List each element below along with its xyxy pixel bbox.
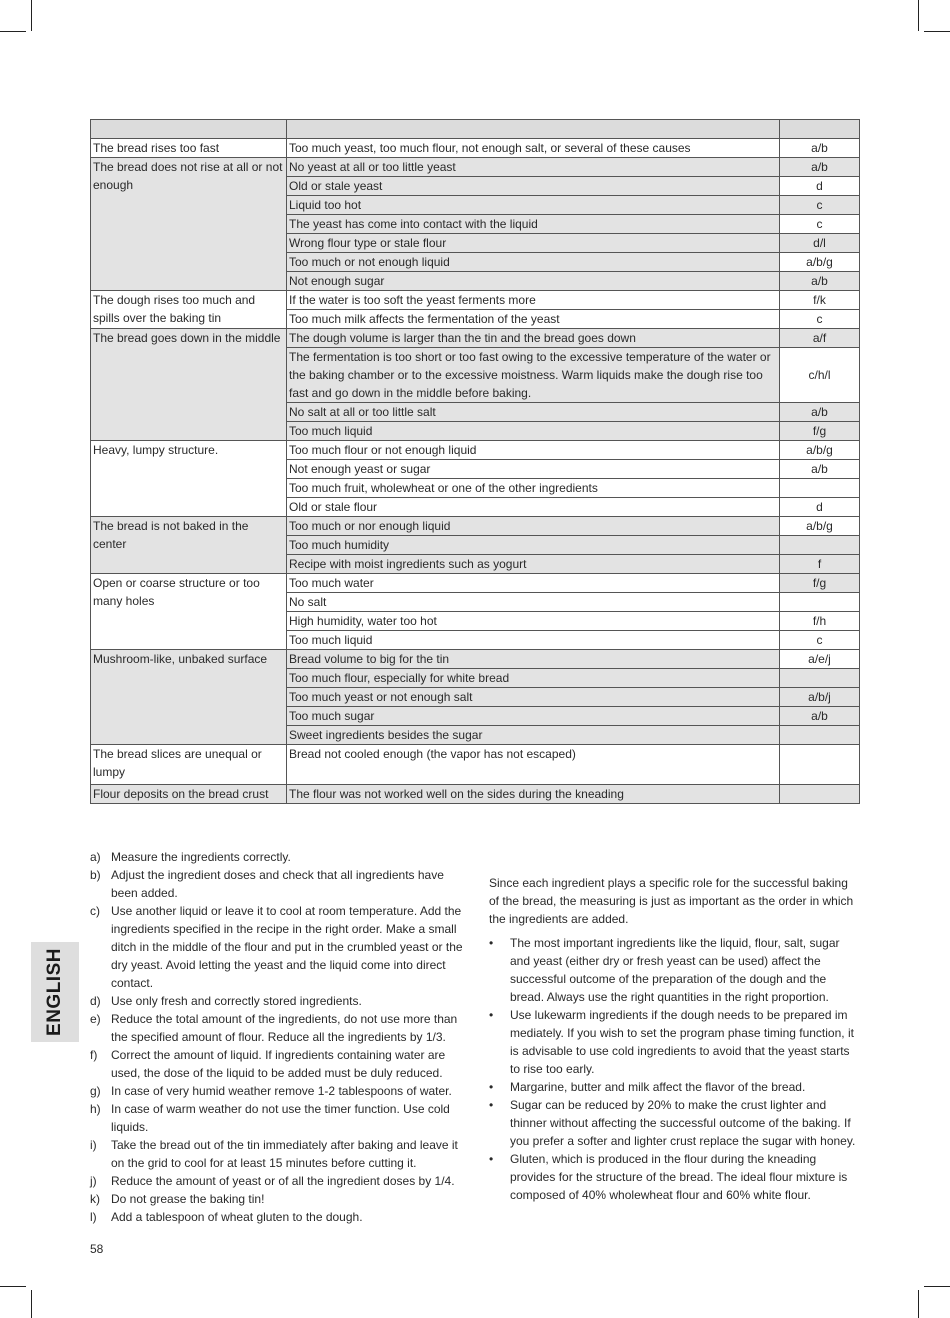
- remedy-cell: [780, 593, 860, 612]
- item-letter: g): [90, 1084, 101, 1098]
- item-letter: c): [90, 904, 100, 918]
- item-letter: a): [90, 850, 101, 864]
- remedy-cell: [780, 536, 860, 555]
- cause-cell: Not enough yeast or sugar: [287, 460, 780, 479]
- table-row: [91, 291, 860, 310]
- troubleshooting-table: [90, 119, 860, 804]
- list-item: [90, 1082, 465, 1100]
- problem-cell: Flour deposits on the bread crust: [91, 785, 287, 804]
- crop-mark: [918, 1290, 919, 1318]
- item-text: Sugar can be reduced by 20% to make the crust lighter and thinner without affecting the successful outcome of the baking. If you prefer a softer and lighter crust replace the sugar with honey.: [510, 1098, 856, 1148]
- ingredients-intro: Since each ingredient plays a specific role for the successful baking of the bread, the measuring is just as important as the order in which the ingredients are added.: [489, 876, 854, 926]
- remedy-cell: c/h/l: [780, 348, 860, 403]
- remedy-cell: a/b/g: [780, 517, 860, 536]
- list-item: [90, 1136, 465, 1172]
- remedy-cell: d: [780, 498, 860, 517]
- item-text: Gluten, which is produced in the flour during the kneading provides for the structure of the bread. The ideal flour mixture is composed of 40% wholewheat flour and 60% white flour.: [510, 1152, 848, 1202]
- item-text: Margarine, butter and milk affect the flavor of the bread.: [510, 1080, 806, 1094]
- bullet-icon: •: [489, 1008, 494, 1022]
- list-item: [90, 1046, 465, 1082]
- cause-cell: High humidity, water too hot: [287, 612, 780, 631]
- bullet-icon: •: [489, 1152, 494, 1166]
- cause-cell: Wrong flour type or stale flour: [287, 234, 780, 253]
- remedy-cell: c: [780, 631, 860, 650]
- item-text: Measure the ingredients correctly.: [111, 850, 291, 864]
- cause-cell: The yeast has come into contact with the liquid: [287, 215, 780, 234]
- problem-cell: Heavy, lumpy structure.: [91, 441, 287, 517]
- cause-cell: Too much yeast or not enough salt: [287, 688, 780, 707]
- cause-cell: Too much milk affects the fermentation of the yeast: [287, 310, 780, 329]
- remedy-cell: a/f: [780, 329, 860, 348]
- item-text: The most important ingredients like the liquid, flour, salt, sugar and yeast (either dry or fresh yeast can be used) affect the successful outcome of the preparation of the dough and the bread. Always use the right quantities in the right proportion.: [510, 936, 840, 1004]
- list-item: [90, 902, 465, 992]
- table-header-row: [91, 120, 860, 139]
- remedy-cell: f: [780, 555, 860, 574]
- table-row: [91, 158, 860, 177]
- bullet-icon: •: [489, 1080, 494, 1094]
- problem-cell: The bread rises too fast: [91, 139, 287, 158]
- problem-cell: The bread is not baked in the center: [91, 517, 287, 574]
- remedy-cell: f/g: [780, 574, 860, 593]
- cause-cell: Bread not cooled enough (the vapor has not escaped): [287, 745, 780, 785]
- remedy-cell: f/g: [780, 422, 860, 441]
- item-letter: b): [90, 868, 101, 882]
- cause-cell: The fermentation is too short or too fast owing to the excessive temperature of the water or the baking chamber or to the excessive moistness. Warm liquids make the dough rise too fast and go down in the middle before baking.: [287, 348, 780, 403]
- remedy-cell: d/l: [780, 234, 860, 253]
- language-label: ENGLISH: [44, 948, 65, 1036]
- item-letter: j): [90, 1174, 97, 1188]
- item-letter: e): [90, 1012, 101, 1026]
- list-item: [90, 992, 465, 1010]
- crop-mark: [918, 0, 919, 31]
- item-text: Reduce the total amount of the ingredients, do not use more than the specified amount of flour. Reduce all the ingredients by 1/3.: [111, 1012, 458, 1044]
- crop-mark: [31, 1290, 32, 1318]
- cause-cell: No salt: [287, 593, 780, 612]
- item-letter: l): [90, 1210, 97, 1224]
- cause-cell: Sweet ingredients besides the sugar: [287, 726, 780, 745]
- item-text: Do not grease the baking tin!: [111, 1192, 265, 1206]
- list-item: [489, 934, 861, 1006]
- table-row: [91, 574, 860, 593]
- cause-cell: Too much or nor enough liquid: [287, 517, 780, 536]
- remedy-cell: a/b/g: [780, 253, 860, 272]
- cause-cell: Too much or not enough liquid: [287, 253, 780, 272]
- list-item: [90, 1208, 465, 1226]
- item-letter: k): [90, 1192, 100, 1206]
- cause-cell: Too much fruit, wholewheat or one of the other ingredients: [287, 479, 780, 498]
- cause-cell: Liquid too hot: [287, 196, 780, 215]
- header-cell: [287, 120, 780, 139]
- problem-cell: The dough rises too much and spills over the baking tin: [91, 291, 287, 329]
- cause-cell: The flour was not worked well on the sides during the kneading: [287, 785, 780, 804]
- cause-cell: Too much yeast, too much flour, not enough salt, or several of these causes: [287, 139, 780, 158]
- remedy-cell: a/b/g: [780, 441, 860, 460]
- item-text: In case of warm weather do not use the timer function. Use cold liquids.: [111, 1102, 450, 1134]
- remedy-cell: a/b: [780, 403, 860, 422]
- problem-cell: The bread goes down in the middle: [91, 329, 287, 441]
- remedy-cell: a/b: [780, 460, 860, 479]
- cause-cell: Too much sugar: [287, 707, 780, 726]
- table-row: [91, 650, 860, 669]
- list-item: [90, 1190, 465, 1208]
- remedy-cell: f/h: [780, 612, 860, 631]
- remedy-cell: c: [780, 310, 860, 329]
- table-row: [91, 745, 860, 785]
- cause-cell: Too much water: [287, 574, 780, 593]
- remedy-cell: [780, 669, 860, 688]
- list-item: [489, 1150, 861, 1204]
- problem-cell: The bread slices are unequal or lumpy: [91, 745, 287, 785]
- remedy-list: [90, 848, 465, 1226]
- item-text: Adjust the ingredient doses and check that all ingredients have been added.: [111, 868, 444, 900]
- list-item: [489, 1078, 861, 1096]
- crop-mark: [924, 1286, 950, 1287]
- remedy-cell: [780, 745, 860, 785]
- bullet-icon: •: [489, 1098, 494, 1112]
- remedy-cell: f/k: [780, 291, 860, 310]
- remedy-cell: a/e/j: [780, 650, 860, 669]
- page-number: 58: [90, 1242, 104, 1256]
- item-text: Correct the amount of liquid. If ingredients containing water are used, the dose of the liquid to be added must be duly reduced.: [111, 1048, 446, 1080]
- item-text: Add a tablespoon of wheat gluten to the dough.: [111, 1210, 363, 1224]
- list-item: [90, 848, 465, 866]
- header-cell: [91, 120, 287, 139]
- remedy-cell: d: [780, 177, 860, 196]
- header-cell: [780, 120, 860, 139]
- item-letter: d): [90, 994, 101, 1008]
- remedy-cell: c: [780, 215, 860, 234]
- list-item: [90, 1100, 465, 1136]
- item-text: Take the bread out of the tin immediately after baking and leave it on the grid to cool for at least 15 minutes before cutting it.: [111, 1138, 458, 1170]
- list-item: [90, 866, 465, 902]
- item-letter: i): [90, 1138, 97, 1152]
- item-letter: h): [90, 1102, 101, 1116]
- remedy-cell: [780, 785, 860, 804]
- list-item: [489, 1096, 861, 1150]
- cause-cell: Bread volume to big for the tin: [287, 650, 780, 669]
- remedy-cell: a/b: [780, 707, 860, 726]
- item-text: Use lukewarm ingredients if the dough needs to be prepared im mediately. If you wish to set the program phase timing function, it is advisable to use cold ingredients to avoid that the yeast starts to rise too early.: [510, 1008, 854, 1076]
- crop-mark: [0, 31, 26, 32]
- cause-cell: Too much liquid: [287, 422, 780, 441]
- problem-cell: Mushroom-like, unbaked surface: [91, 650, 287, 745]
- item-text: Use another liquid or leave it to cool at room temperature. Add the ingredients specified in the recipe in the right order. Make a small ditch in the middle of the flour and put in the crumbled yeast or the dry yeast. Avoid letting the yeast and the liquid come into direct contact.: [111, 904, 463, 990]
- cause-cell: Too much flour, especially for white bread: [287, 669, 780, 688]
- table-row: [91, 441, 860, 460]
- cause-cell: Recipe with moist ingredients such as yogurt: [287, 555, 780, 574]
- cause-cell: Old or stale flour: [287, 498, 780, 517]
- list-item: [90, 1010, 465, 1046]
- remedy-cell: a/b: [780, 158, 860, 177]
- language-tab: [31, 942, 79, 1042]
- table-row: [91, 517, 860, 536]
- remedy-cell: a/b/j: [780, 688, 860, 707]
- cause-cell: Too much liquid: [287, 631, 780, 650]
- remedy-cell: a/b: [780, 272, 860, 291]
- crop-mark: [924, 31, 950, 32]
- item-text: In case of very humid weather remove 1-2 tablespoons of water.: [111, 1084, 452, 1098]
- table-row: [91, 139, 860, 158]
- cause-cell: If the water is too soft the yeast ferments more: [287, 291, 780, 310]
- remedy-cell: [780, 479, 860, 498]
- table-row: [91, 329, 860, 348]
- crop-mark: [0, 1286, 26, 1287]
- bullet-icon: •: [489, 936, 494, 950]
- problem-cell: The bread does not rise at all or not enough: [91, 158, 287, 291]
- cause-cell: Not enough sugar: [287, 272, 780, 291]
- item-text: Use only fresh and correctly stored ingredients.: [111, 994, 362, 1008]
- item-letter: f): [90, 1048, 98, 1062]
- tips-list: [489, 934, 861, 1204]
- cause-cell: No yeast at all or too little yeast: [287, 158, 780, 177]
- cause-cell: The dough volume is larger than the tin and the bread goes down: [287, 329, 780, 348]
- item-text: Reduce the amount of yeast or of all the ingredient doses by 1/4.: [111, 1174, 455, 1188]
- remedy-cell: c: [780, 196, 860, 215]
- cause-cell: Too much humidity: [287, 536, 780, 555]
- cause-cell: No salt at all or too little salt: [287, 403, 780, 422]
- list-item: [90, 1172, 465, 1190]
- cause-cell: Old or stale yeast: [287, 177, 780, 196]
- remedy-cell: [780, 726, 860, 745]
- problem-cell: Open or coarse structure or too many holes: [91, 574, 287, 650]
- remedy-cell: a/b: [780, 139, 860, 158]
- table-row: [91, 785, 860, 804]
- cause-cell: Too much flour or not enough liquid: [287, 441, 780, 460]
- crop-mark: [31, 0, 32, 31]
- list-item: [489, 1006, 861, 1078]
